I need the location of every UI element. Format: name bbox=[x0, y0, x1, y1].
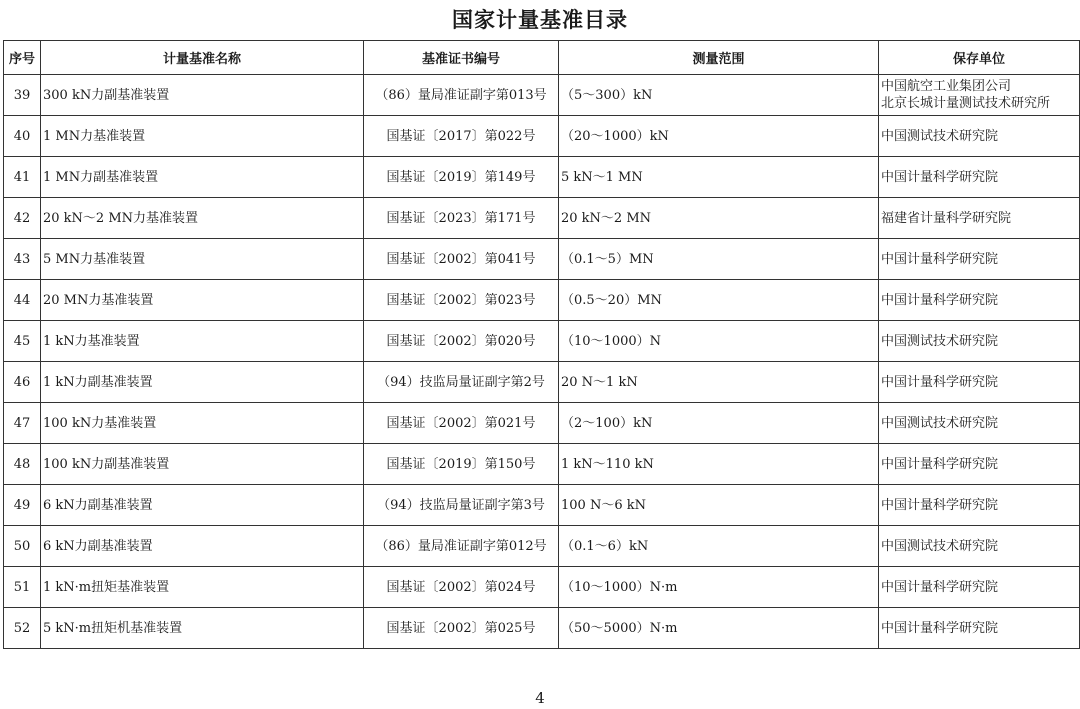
cell-unit bbox=[879, 280, 1080, 321]
cell-unit bbox=[879, 608, 1080, 649]
page-number: 4 bbox=[535, 689, 545, 707]
unit-line: 中国计量科学研究院 bbox=[881, 497, 999, 513]
cell-unit bbox=[879, 444, 1080, 485]
table-row bbox=[4, 75, 1080, 116]
unit-line: 中国测试技术研究院 bbox=[881, 128, 999, 144]
unit-line: 中国计量科学研究院 bbox=[881, 169, 999, 185]
table-row bbox=[4, 485, 1080, 526]
unit-line: 中国计量科学研究院 bbox=[881, 620, 999, 636]
table-row bbox=[4, 444, 1080, 485]
cell-range: 20 kN～2 MN bbox=[559, 198, 879, 239]
cell-name: 5 kN·m扭矩机基准装置 bbox=[41, 608, 364, 649]
cell-name: 1 kN力副基准装置 bbox=[41, 362, 364, 403]
cell-unit bbox=[879, 321, 1080, 362]
cell-range: （20～1000）kN bbox=[559, 116, 879, 157]
unit-line: 中国测试技术研究院 bbox=[881, 333, 999, 349]
cell-name: 100 kN力基准装置 bbox=[41, 403, 364, 444]
cell-unit bbox=[879, 403, 1080, 444]
cell-no: 48 bbox=[4, 444, 41, 485]
header-unit: 保存单位 bbox=[879, 41, 1080, 75]
cell-no: 41 bbox=[4, 157, 41, 198]
cell-name: 6 kN力副基准装置 bbox=[41, 526, 364, 567]
cell-name: 300 kN力副基准装置 bbox=[41, 75, 364, 116]
table-row bbox=[4, 198, 1080, 239]
cell-unit bbox=[879, 485, 1080, 526]
cell-range: （0.5～20）MN bbox=[559, 280, 879, 321]
unit-line: 北京长城计量测试技术研究所 bbox=[881, 96, 1051, 111]
table-body bbox=[4, 75, 1080, 649]
cell-cert: 国基证〔2019〕第149号 bbox=[364, 157, 559, 198]
cell-range: 5 kN～1 MN bbox=[559, 157, 879, 198]
cell-no: 43 bbox=[4, 239, 41, 280]
cell-unit bbox=[879, 116, 1080, 157]
cell-name: 20 kN～2 MN力基准装置 bbox=[41, 198, 364, 239]
cell-no: 40 bbox=[4, 116, 41, 157]
cell-cert: 国基证〔2002〕第020号 bbox=[364, 321, 559, 362]
unit-line: 福建省计量科学研究院 bbox=[881, 210, 1012, 226]
cell-cert: （94）技监局量证副字第3号 bbox=[364, 485, 559, 526]
header-no: 序号 bbox=[4, 41, 41, 75]
cell-cert: 国基证〔2019〕第150号 bbox=[364, 444, 559, 485]
standards-catalog-table bbox=[3, 40, 1080, 649]
cell-no: 46 bbox=[4, 362, 41, 403]
table-row bbox=[4, 157, 1080, 198]
table-row bbox=[4, 321, 1080, 362]
cell-unit bbox=[879, 239, 1080, 280]
cell-name: 5 MN力基准装置 bbox=[41, 239, 364, 280]
cell-name: 6 kN力副基准装置 bbox=[41, 485, 364, 526]
cell-name: 1 kN·m扭矩基准装置 bbox=[41, 567, 364, 608]
cell-name: 1 MN力副基准装置 bbox=[41, 157, 364, 198]
unit-line: 中国计量科学研究院 bbox=[881, 456, 999, 472]
cell-no: 44 bbox=[4, 280, 41, 321]
cell-unit bbox=[879, 198, 1080, 239]
unit-line: 中国测试技术研究院 bbox=[881, 415, 999, 431]
cell-name: 100 kN力副基准装置 bbox=[41, 444, 364, 485]
header-cert: 基准证书编号 bbox=[364, 41, 559, 75]
cell-cert: 国基证〔2002〕第021号 bbox=[364, 403, 559, 444]
cell-unit bbox=[879, 526, 1080, 567]
table-row bbox=[4, 403, 1080, 444]
cell-cert: 国基证〔2002〕第023号 bbox=[364, 280, 559, 321]
table-row bbox=[4, 362, 1080, 403]
table-row bbox=[4, 567, 1080, 608]
table-row bbox=[4, 608, 1080, 649]
cell-no: 50 bbox=[4, 526, 41, 567]
cell-unit bbox=[879, 75, 1080, 116]
unit-line: 中国计量科学研究院 bbox=[881, 251, 999, 267]
cell-range: 1 kN～110 kN bbox=[559, 444, 879, 485]
unit-line: 中国航空工业集团公司 bbox=[881, 79, 1012, 94]
cell-cert: 国基证〔2002〕第024号 bbox=[364, 567, 559, 608]
unit-line: 中国计量科学研究院 bbox=[881, 292, 999, 308]
page-title: 国家计量基准目录 bbox=[452, 8, 628, 32]
cell-cert: 国基证〔2023〕第171号 bbox=[364, 198, 559, 239]
cell-cert: （86）量局准证副字第013号 bbox=[364, 75, 559, 116]
cell-range: 100 N～6 kN bbox=[559, 485, 879, 526]
table-row bbox=[4, 116, 1080, 157]
cell-cert: 国基证〔2002〕第025号 bbox=[364, 608, 559, 649]
cell-range: （5～300）kN bbox=[559, 75, 879, 116]
cell-range: （0.1～5）MN bbox=[559, 239, 879, 280]
cell-name: 1 kN力基准装置 bbox=[41, 321, 364, 362]
cell-no: 51 bbox=[4, 567, 41, 608]
cell-no: 45 bbox=[4, 321, 41, 362]
cell-no: 42 bbox=[4, 198, 41, 239]
cell-cert: （94）技监局量证副字第2号 bbox=[364, 362, 559, 403]
cell-name: 1 MN力基准装置 bbox=[41, 116, 364, 157]
cell-range: （10～1000）N bbox=[559, 321, 879, 362]
cell-no: 39 bbox=[4, 75, 41, 116]
unit-line: 中国测试技术研究院 bbox=[881, 538, 999, 554]
unit-line: 中国计量科学研究院 bbox=[881, 579, 999, 595]
cell-range: 20 N～1 kN bbox=[559, 362, 879, 403]
header-range: 测量范围 bbox=[559, 41, 879, 75]
cell-cert: （86）量局准证副字第012号 bbox=[364, 526, 559, 567]
cell-no: 49 bbox=[4, 485, 41, 526]
cell-range: （0.1～6）kN bbox=[559, 526, 879, 567]
cell-range: （10～1000）N·m bbox=[559, 567, 879, 608]
cell-cert: 国基证〔2017〕第022号 bbox=[364, 116, 559, 157]
cell-no: 52 bbox=[4, 608, 41, 649]
cell-no: 47 bbox=[4, 403, 41, 444]
cell-range: （2～100）kN bbox=[559, 403, 879, 444]
cell-unit bbox=[879, 362, 1080, 403]
table-row bbox=[4, 280, 1080, 321]
table-row bbox=[4, 526, 1080, 567]
unit-line: 中国计量科学研究院 bbox=[881, 374, 999, 390]
table-row bbox=[4, 239, 1080, 280]
cell-unit bbox=[879, 157, 1080, 198]
cell-unit bbox=[879, 567, 1080, 608]
cell-cert: 国基证〔2002〕第041号 bbox=[364, 239, 559, 280]
table-header-row bbox=[4, 41, 1080, 75]
cell-range: （50～5000）N·m bbox=[559, 608, 879, 649]
header-name: 计量基准名称 bbox=[41, 41, 364, 75]
cell-name: 20 MN力基准装置 bbox=[41, 280, 364, 321]
